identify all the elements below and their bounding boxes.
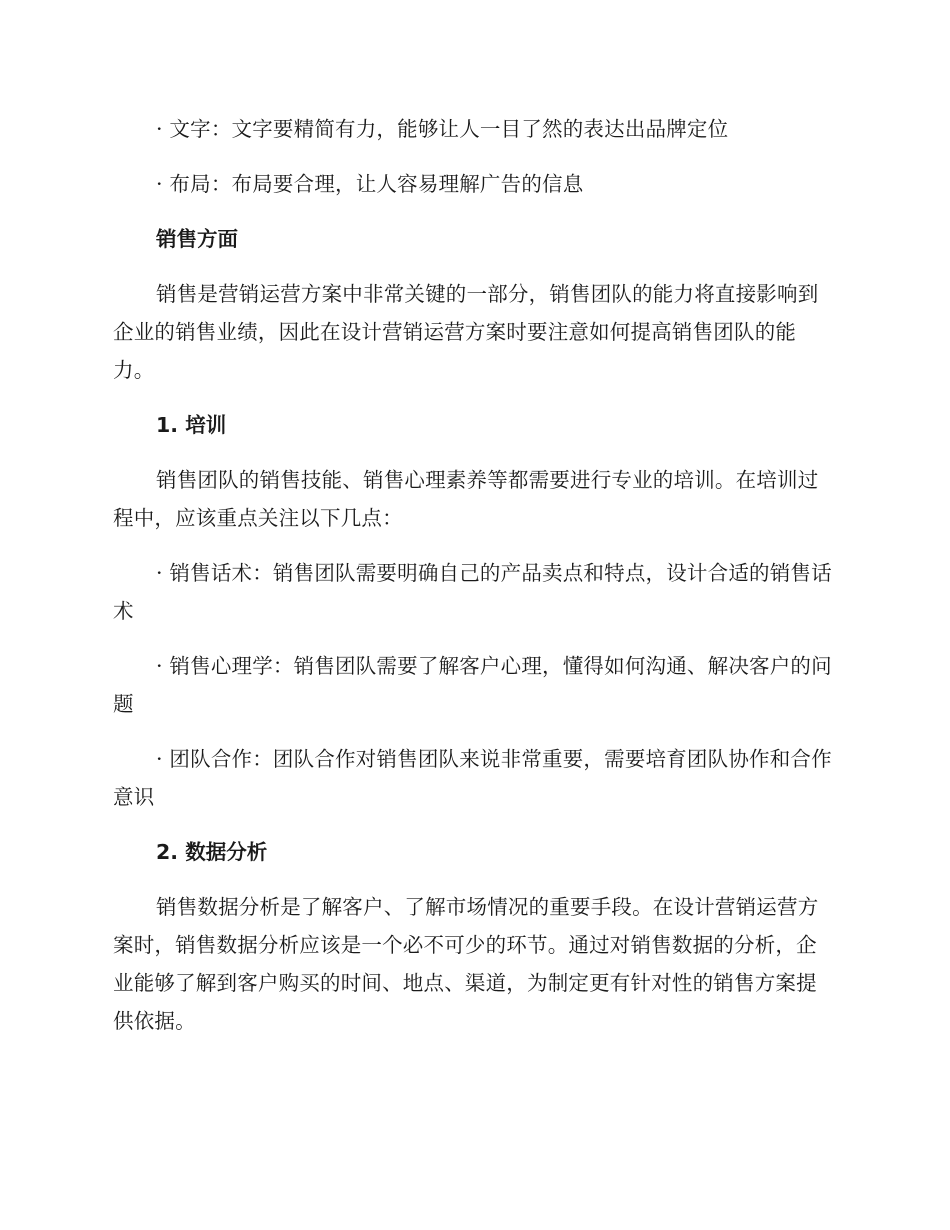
section-heading-data-analysis: 2. 数据分析 xyxy=(156,840,268,864)
data-analysis-paragraph: 销售数据分析是了解客户、了解市场情况的重要手段。在设计营销运营方案时，销售数据分析应该是一个必不可少的环节。通过对销售数据的分析，企业能够了解到客户购买的时间、地点、渠道，为制定更有针对性的销售方案提供依据。 xyxy=(113,895,819,1033)
bullet-sales-psychology: · 销售心理学：销售团队需要了解客户心理，懂得如何沟通、解决客户的问题 xyxy=(113,654,832,716)
bullet-layout-item: · 布局：布局要合理，让人容易理解广告的信息 xyxy=(156,172,584,196)
section-heading-training: 1. 培训 xyxy=(156,413,227,437)
training-paragraph: 销售团队的销售技能、销售心理素养等都需要进行专业的培训。在培训过程中，应该重点关注以下几点： xyxy=(113,468,819,530)
bullet-text-item: · 文字：文字要精简有力，能够让人一目了然的表达出品牌定位 xyxy=(156,117,729,141)
bullet-teamwork: · 团队合作：团队合作对销售团队来说非常重要，需要培育团队协作和合作意识 xyxy=(113,747,832,809)
sales-paragraph: 销售是营销运营方案中非常关键的一部分，销售团队的能力将直接影响到企业的销售业绩，因此在设计营销运营方案时要注意如何提高销售团队的能力。 xyxy=(113,282,819,382)
document-body xyxy=(113,110,835,1040)
section-heading-sales: 销售方面 xyxy=(156,227,238,251)
bullet-sales-script: · 销售话术：销售团队需要明确自己的产品卖点和特点，设计合适的销售话术 xyxy=(113,561,832,623)
